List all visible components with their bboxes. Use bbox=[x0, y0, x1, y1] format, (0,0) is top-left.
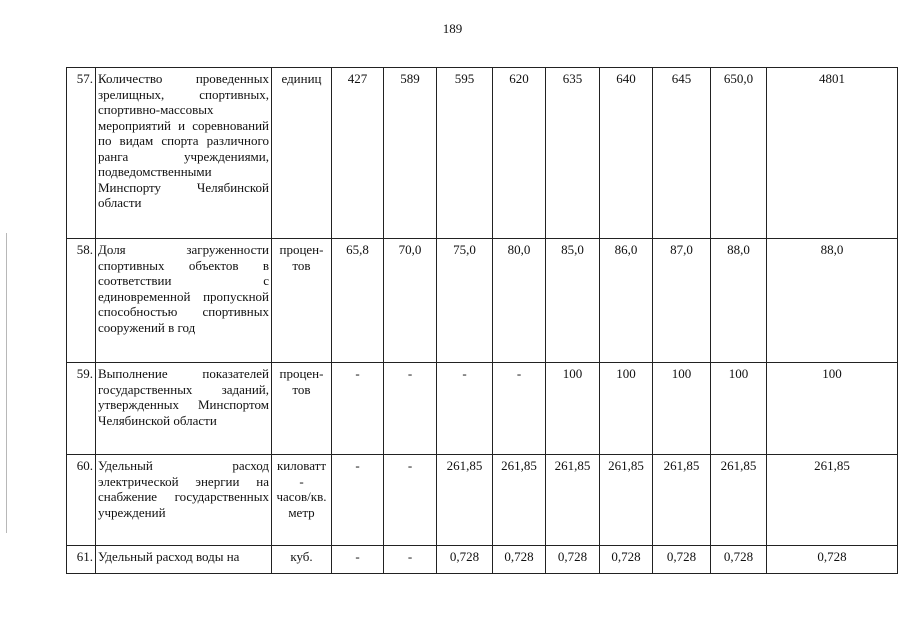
indicator-name: Удельный расход электрической энергии на снабжение государственных учреждений bbox=[96, 455, 272, 546]
value-cell: 0,728 bbox=[437, 546, 493, 574]
value-cell: - bbox=[437, 363, 493, 455]
value-cell: - bbox=[493, 363, 546, 455]
table-row bbox=[67, 68, 898, 239]
value-cell: 85,0 bbox=[546, 239, 600, 363]
indicators-table bbox=[66, 67, 898, 574]
total-cell: 100 bbox=[767, 363, 898, 455]
value-cell: 261,85 bbox=[437, 455, 493, 546]
value-cell: - bbox=[332, 455, 384, 546]
value-cell: 80,0 bbox=[493, 239, 546, 363]
value-cell: 0,728 bbox=[493, 546, 546, 574]
value-cell: 261,85 bbox=[711, 455, 767, 546]
row-number: 60. bbox=[67, 455, 96, 546]
value-cell: 100 bbox=[600, 363, 653, 455]
value-cell: 645 bbox=[653, 68, 711, 239]
value-cell: 100 bbox=[711, 363, 767, 455]
value-cell: 640 bbox=[600, 68, 653, 239]
page-number: 189 bbox=[442, 21, 463, 36]
value-cell: 261,85 bbox=[653, 455, 711, 546]
value-cell: 100 bbox=[546, 363, 600, 455]
value-cell: 261,85 bbox=[546, 455, 600, 546]
value-cell: - bbox=[384, 455, 437, 546]
indicator-unit: процен- тов bbox=[272, 363, 332, 455]
value-cell: 635 bbox=[546, 68, 600, 239]
value-cell: 261,85 bbox=[493, 455, 546, 546]
table-row bbox=[67, 455, 898, 546]
indicator-unit: процен- тов bbox=[272, 239, 332, 363]
value-cell: 0,728 bbox=[653, 546, 711, 574]
indicator-unit: киловатт - часов/кв. метр bbox=[272, 455, 332, 546]
table-row bbox=[67, 546, 898, 574]
row-number: 59. bbox=[67, 363, 96, 455]
indicator-unit: куб. bbox=[272, 546, 332, 574]
value-cell: 261,85 bbox=[600, 455, 653, 546]
total-cell: 88,0 bbox=[767, 239, 898, 363]
value-cell: 75,0 bbox=[437, 239, 493, 363]
value-cell: - bbox=[332, 546, 384, 574]
value-cell: 70,0 bbox=[384, 239, 437, 363]
value-cell: 0,728 bbox=[600, 546, 653, 574]
value-cell: 620 bbox=[493, 68, 546, 239]
indicator-name: Доля загруженности спортивных объектов в соответствии с единовременной пропускной способностью спортивных сооружений в год bbox=[96, 239, 272, 363]
value-cell: 589 bbox=[384, 68, 437, 239]
value-cell: 595 bbox=[437, 68, 493, 239]
value-cell: 100 bbox=[653, 363, 711, 455]
total-cell: 0,728 bbox=[767, 546, 898, 574]
scan-edge-line bbox=[6, 233, 7, 533]
row-number: 57. bbox=[67, 68, 96, 239]
value-cell: 427 bbox=[332, 68, 384, 239]
total-cell: 4801 bbox=[767, 68, 898, 239]
value-cell: 86,0 bbox=[600, 239, 653, 363]
value-cell: 0,728 bbox=[546, 546, 600, 574]
row-number: 58. bbox=[67, 239, 96, 363]
value-cell: 88,0 bbox=[711, 239, 767, 363]
value-cell: 65,8 bbox=[332, 239, 384, 363]
value-cell: 0,728 bbox=[711, 546, 767, 574]
table-row bbox=[67, 239, 898, 363]
indicator-name: Количество проведенных зрелищных, спортивных, спортивно-массовых мероприятий и соревнований по видам спорта различного ранга учреждениями, подведомственными Минспорту Челябинской области bbox=[96, 68, 272, 239]
total-cell: 261,85 bbox=[767, 455, 898, 546]
value-cell: 87,0 bbox=[653, 239, 711, 363]
value-cell: 650,0 bbox=[711, 68, 767, 239]
value-cell: - bbox=[332, 363, 384, 455]
indicator-name: Удельный расход воды на bbox=[96, 546, 272, 574]
row-number: 61. bbox=[67, 546, 96, 574]
value-cell: - bbox=[384, 546, 437, 574]
indicator-name: Выполнение показателей государственных заданий, утвержденных Минспортом Челябинской области bbox=[96, 363, 272, 455]
value-cell: - bbox=[384, 363, 437, 455]
table-row bbox=[67, 363, 898, 455]
indicator-unit: единиц bbox=[272, 68, 332, 239]
